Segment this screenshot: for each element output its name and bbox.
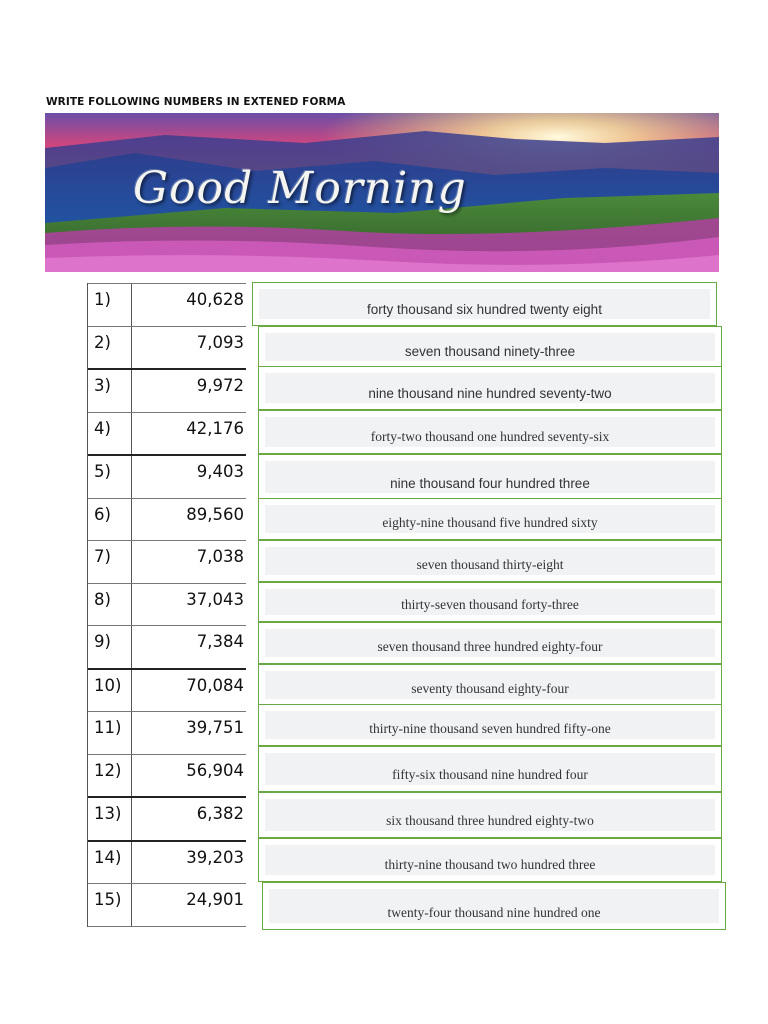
row-number: 89,560 [186,504,244,524]
answer-text: seven thousand ninety-three [404,344,576,359]
row-number: 42,176 [186,418,244,438]
good-morning-banner [45,113,719,272]
row-number: 39,751 [186,718,244,737]
table-row [88,884,246,927]
answer-box[interactable] [258,454,722,500]
banner-greeting: Good Morning [133,163,467,214]
table-row [88,283,246,327]
row-number: 6,382 [196,804,244,823]
answer-box[interactable] [258,622,722,664]
answer-text: six thousand three hundred eighty-two [386,813,594,828]
row-index: 2) [88,327,132,369]
answer-text: thirty-seven thousand forty-three [401,597,579,612]
table-row [88,541,246,584]
row-index: 14) [88,842,132,884]
table-row [88,584,246,627]
row-number: 9,972 [196,376,244,395]
answer-text: eighty-nine thousand five hundred sixty [382,515,598,530]
answer-text: thirty-nine thousand seven hundred fifty-one [369,721,611,736]
answer-box[interactable] [258,582,722,622]
answer-box[interactable] [258,704,722,746]
row-index: 9) [88,626,132,668]
row-number: 37,043 [186,589,244,609]
answer-box[interactable] [258,746,722,792]
answer-box[interactable] [258,326,722,368]
table-row [88,712,246,755]
row-number: 7,093 [196,332,244,352]
answer-box[interactable] [258,498,722,540]
row-index: 15) [88,884,132,926]
row-index: 4) [88,413,132,455]
answer-box[interactable] [258,410,722,454]
table-row [88,327,246,371]
answer-box[interactable] [258,792,722,838]
answer-box[interactable] [258,540,722,582]
answer-text: seven thousand three hundred eighty-four [377,639,603,654]
answer-box[interactable] [252,282,717,326]
row-number: 7,038 [196,547,244,566]
worksheet-heading: WRITE FOLLOWING NUMBERS IN EXTENED FORMA [46,96,346,108]
row-index: 1) [88,284,132,326]
row-index: 6) [88,499,132,541]
table-row [88,413,246,457]
table-row [88,755,246,799]
row-index: 5) [88,456,132,498]
row-number: 9,403 [196,462,244,481]
row-number: 70,084 [186,675,244,695]
row-number: 24,901 [186,890,244,909]
row-index: 7) [88,541,132,583]
table-row [88,842,246,885]
answer-text: seventy thousand eighty-four [411,681,569,696]
table-row [88,626,246,670]
answer-text: thirty-nine thousand two hundred three [384,857,596,872]
answer-text: twenty-four thousand nine hundred one [387,905,601,920]
row-index: 12) [88,755,132,797]
row-number: 7,384 [196,632,244,651]
row-index: 8) [88,584,132,626]
table-row [88,499,246,542]
row-number: 56,904 [186,760,244,780]
row-index: 13) [88,798,132,840]
answer-box[interactable] [262,882,726,930]
row-number: 39,203 [186,847,244,867]
table-row [88,798,246,842]
table-row [88,456,246,499]
answer-box[interactable] [258,366,722,410]
answer-text: forty-two thousand one hundred seventy-six [370,429,610,444]
row-index: 10) [88,670,132,712]
row-number: 40,628 [186,290,244,309]
row-index: 11) [88,712,132,754]
answer-text: nine thousand four hundred three [390,476,590,491]
answer-box[interactable] [258,838,722,882]
row-index: 3) [88,370,132,412]
answer-box[interactable] [258,664,722,706]
table-row [88,670,246,713]
answer-text: forty thousand six hundred twenty eight [367,302,602,317]
answer-text: nine thousand nine hundred seventy-two [368,386,612,401]
table-row [88,370,246,413]
numbers-table [87,283,246,927]
answer-text: seven thousand thirty-eight [416,557,564,572]
answer-text: fifty-six thousand nine hundred four [392,767,588,782]
